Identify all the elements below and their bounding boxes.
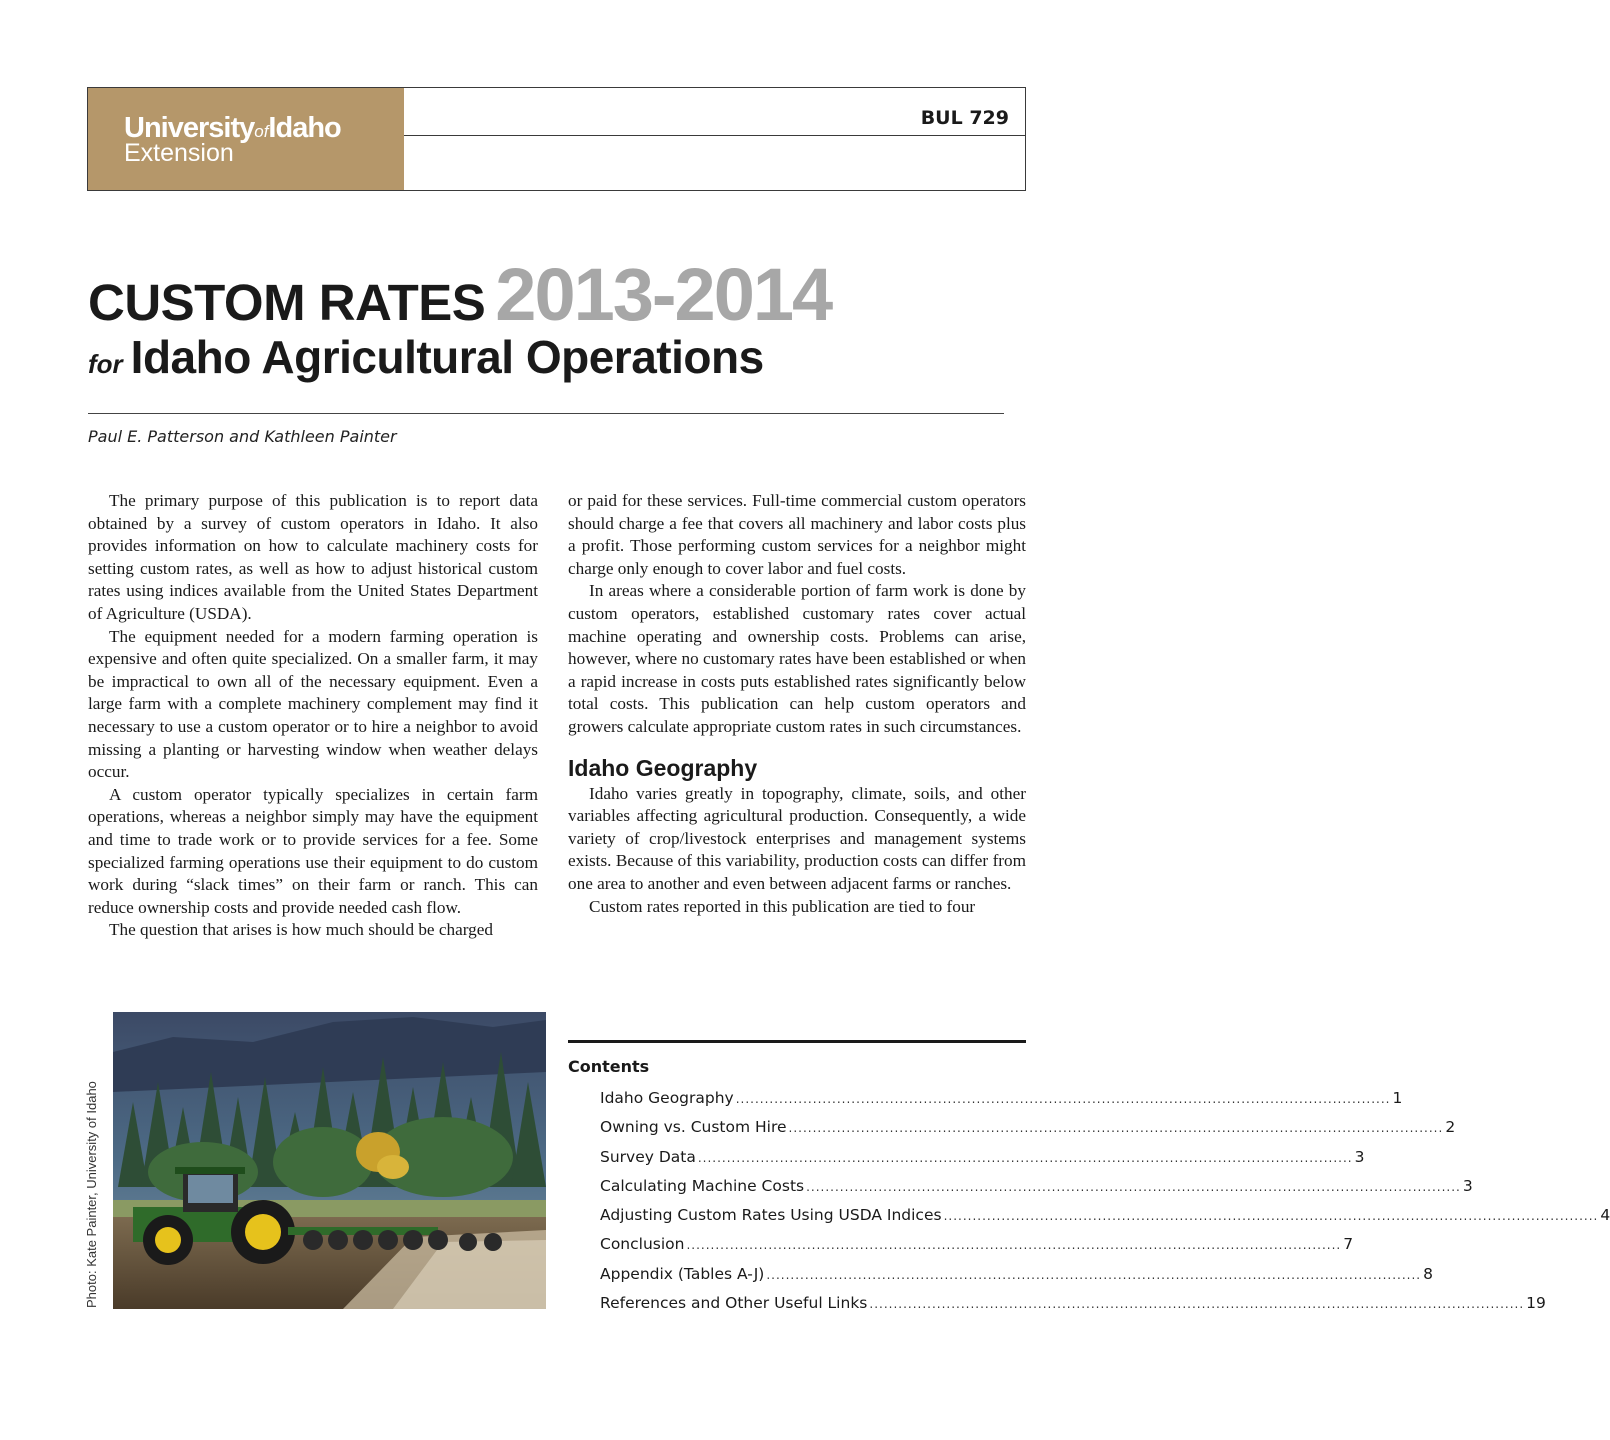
- document-title: [88, 252, 831, 337]
- document-subtitle: [88, 330, 764, 384]
- toc-leader: ........................................................................................................................................: [943, 1209, 1599, 1224]
- paragraph: or paid for these services. Full-time commercial custom operators should charge a fee that covers all machinery and labor costs plus a profit. Those performing custom services for a neighbor might charge only enough to cover labor and fuel costs.: [568, 491, 1026, 578]
- logo-extension: Extension: [124, 139, 234, 167]
- photo-credit: Photo: Kate Painter, University of Idaho: [84, 1081, 99, 1308]
- paragraph: The question that arises is how much should be charged: [109, 920, 493, 940]
- section-heading: Idaho Geography: [568, 754, 758, 781]
- toc-entry[interactable]: References and Other Useful Links ........................................................................................................................................ 19: [600, 1289, 1020, 1318]
- paragraph: A custom operator typically specializes in certain farm operations, whereas a neighbor simply may have the equipment and time to trade work or to provide services for a fee. Some specialized farming operations use their equipment to do custom work during “slack times” on their farm or ranch. This can reduce ownership costs and provide needed cash flow.: [88, 784, 538, 917]
- table-of-contents: [600, 1084, 1610, 1318]
- toc-entry[interactable]: Idaho Geography ........................................................................................................................................ 1: [600, 1084, 1020, 1113]
- tractor-photo: [113, 1012, 546, 1309]
- contents-title: Contents: [568, 1057, 650, 1076]
- toc-entry[interactable]: Appendix (Tables A-J) ........................................................................................................................................ 8: [600, 1260, 1020, 1289]
- toc-entry[interactable]: Survey Data ........................................................................................................................................ 3: [600, 1143, 1020, 1172]
- toc-entry[interactable]: Owning vs. Custom Hire ........................................................................................................................................ 2: [600, 1113, 1020, 1142]
- toc-entry[interactable]: Calculating Machine Costs ........................................................................................................................................ 3: [600, 1172, 1020, 1201]
- paragraph: In areas where a considerable portion of farm work is done by custom operators, established customary rates cover actual machine operating and ownership costs. Problems can arise, however, where no customary rates have been established or when a rapid increase in costs puts established rates significantly below total costs. This publication can help custom operators and growers calculate appropriate custom rates in such circumstances.: [568, 581, 1026, 736]
- toc-leader: ........................................................................................................................................: [697, 1150, 1353, 1165]
- paragraph: Idaho varies greatly in topography, climate, soils, and other variables affecting agricultural production. Consequently, a wide variety of crop/livestock enterprises and management systems exists. Because of this variability, production costs can differ from one area to another and even between adjacent farms or ranches.: [568, 783, 1026, 893]
- toc-leader: ........................................................................................................................................: [686, 1238, 1342, 1253]
- toc-leader: ........................................................................................................................................: [735, 1092, 1391, 1106]
- title-main: CUSTOM RATES: [88, 274, 486, 331]
- contents-divider: [568, 1040, 1026, 1043]
- toc-entry[interactable]: Conclusion ........................................................................................................................................ 7: [600, 1230, 1020, 1259]
- title-years: 2013-2014: [495, 253, 832, 336]
- paragraph: Custom rates reported in this publication are tied to four: [589, 896, 976, 916]
- university-logo: [88, 88, 404, 190]
- body-column-left: [88, 490, 538, 942]
- paragraph: The primary purpose of this publication is to report data obtained by a survey of custom operators in Idaho. It also provides information on how to calculate machinery costs for setting custom rates, as well as how to adjust historical custom rates using indices available from the United States Department of Agriculture (USDA).: [88, 491, 538, 623]
- toc-leader: ........................................................................................................................................: [766, 1267, 1422, 1282]
- toc-entry[interactable]: Adjusting Custom Rates Using USDA Indices ........................................................................................................................................ 4: [600, 1201, 1020, 1230]
- masthead: [87, 87, 1026, 191]
- header-divider: [404, 135, 1025, 136]
- body-column-right: [568, 490, 1026, 918]
- logo-wordmark: UniversityofIdaho: [124, 112, 341, 144]
- toc-leader: ........................................................................................................................................: [788, 1121, 1444, 1136]
- subtitle-for: for: [88, 349, 123, 379]
- toc-leader: ........................................................................................................................................: [806, 1179, 1461, 1194]
- bulletin-number: BUL 729: [920, 107, 1009, 129]
- title-divider: [88, 413, 1004, 414]
- toc-leader: ........................................................................................................................................: [869, 1297, 1525, 1312]
- authors: Paul E. Patterson and Kathleen Painter: [88, 427, 397, 446]
- subtitle-text: Idaho Agricultural Operations: [130, 331, 764, 383]
- paragraph: The equipment needed for a modern farming operation is expensive and often quite specialized. On a smaller farm, it may be impractical to own all of the necessary equipment. Even a large farm with a complete machinery complement may find it necessary to use a custom operator or to hire a neighbor to avoid missing a planting or harvesting window when weather delays occur.: [88, 626, 538, 782]
